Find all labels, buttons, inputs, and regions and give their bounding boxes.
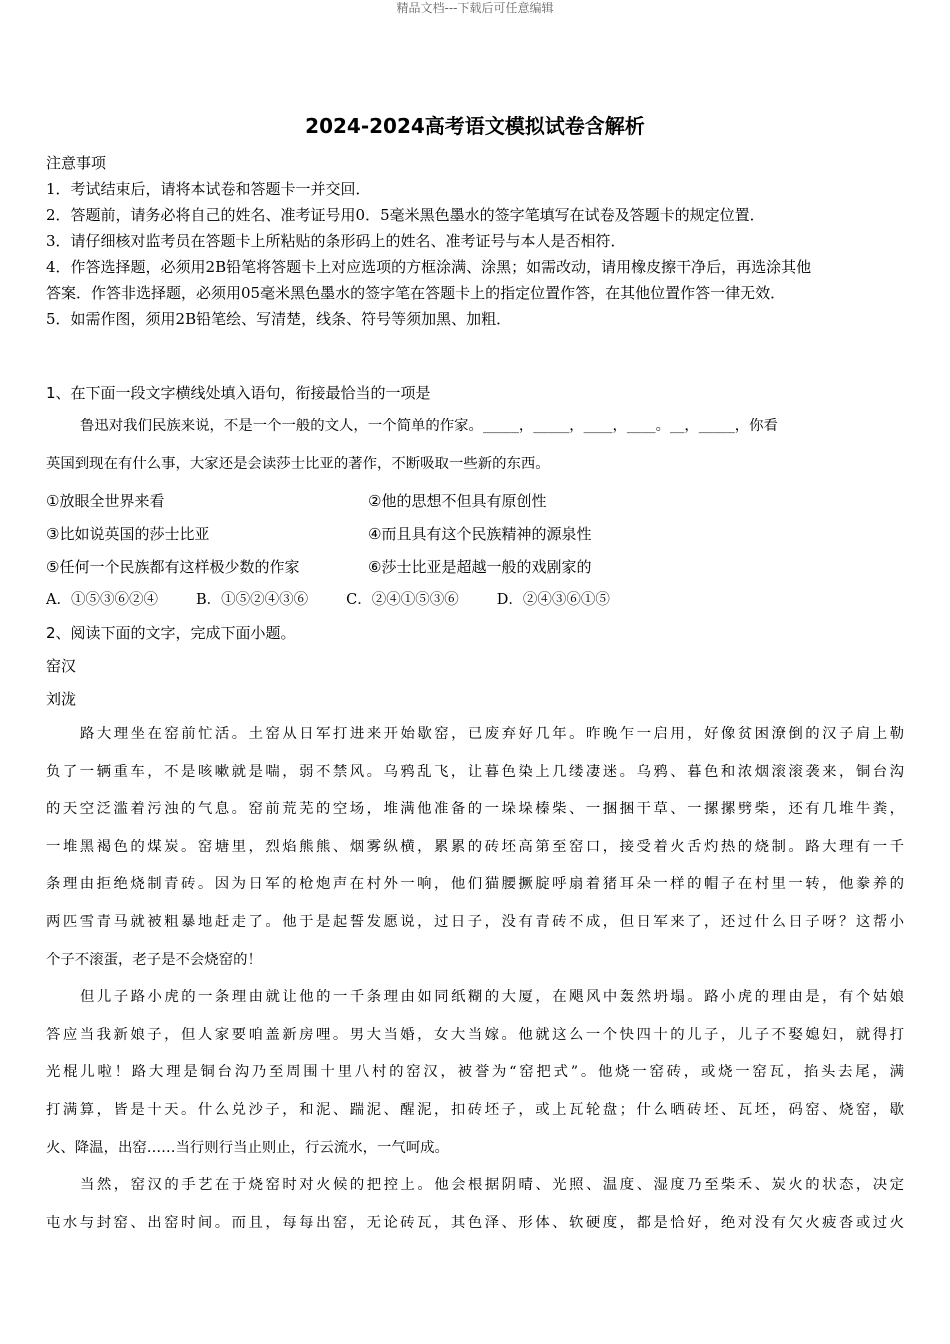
watermark: 精品文档---下载后可任意编辑 bbox=[396, 1, 554, 15]
option-row bbox=[46, 485, 904, 518]
notice-section bbox=[46, 150, 904, 332]
paragraph-line: 的天空泛滥着污浊的气息。窑前荒芜的空场，堆满他准备的一垛垛榛柴、一捆捆干草、一摞摞劈柴，还有几堆牛粪， bbox=[46, 801, 904, 818]
notice-line: 3．请仔细核对监考员在答题卡上所粘贴的条形码上的姓名、准考证号与本人是否相符． bbox=[46, 232, 626, 250]
answer-choice-d[interactable]: D．②④③⑥①⑤ bbox=[496, 592, 610, 608]
paragraph-line: 屯水与封窑、出窑时间。而且，每每出窑，无论砖瓦，其色泽、形体、软硬度，都是恰好，绝对没有欠火疲沓或过火 bbox=[46, 1214, 904, 1231]
notice-line: 答案．作答非选择题，必须用05毫米黑色墨水的签字笔在答题卡上的指定位置作答，在其他位置作答一律无效． bbox=[46, 284, 786, 302]
question-1 bbox=[46, 380, 904, 617]
option-item: ①放眼全世界来看 bbox=[46, 492, 165, 510]
paragraph-line: 答应当我新娘子，但人家要咱盖新房哩。男大当婚，女大当嫁。他就这么一个快四十的儿子，儿子不娶媳妇，就得打 bbox=[46, 1026, 904, 1043]
story-paragraph bbox=[46, 1167, 904, 1242]
paragraph-line: 个子不滚蛋，老子是不会烧窑的！ bbox=[46, 951, 262, 968]
paragraph-line: 打满算，皆是十天。什么兑沙子，和泥、踹泥、醒泥，扣砖坯子，或上瓦轮盘；什么晒砖坯、瓦坯，码窑、烧窑，歇 bbox=[46, 1101, 904, 1118]
paragraph-line: 路大理坐在窑前忙活。土窑从日军打进来开始歇窑，已废弃好几年。昨晚乍一启用，好像贫困潦倒的汉子肩上勒 bbox=[80, 726, 904, 742]
paragraph-line: 火、降温，出窑……当行则行当止则止，行云流水，一气呵成。 bbox=[46, 1139, 449, 1156]
option-item: ⑥莎士比亚是超越一般的戏剧家的 bbox=[368, 558, 592, 576]
answer-choice-b[interactable]: B．①⑤②④③⑥ bbox=[195, 592, 309, 608]
paragraph-line: 但儿子路小虎的一条理由就让他的一千条理由如同纸糊的大厦，在飓风中轰然坍塌。路小虎的理由是，有个姑娘 bbox=[80, 989, 904, 1006]
paragraph-line: 光棍儿啦！路大理是铜台沟乃至周围十里八村的窑汉，被誉为“窑把式”。他烧一窑砖，或烧一窑瓦，掐头去尾，满 bbox=[46, 1064, 904, 1081]
notice-line: 1．考试结束后，请将本试卷和答题卡一并交回． bbox=[46, 180, 371, 198]
option-item: ⑤任何一个民族都有这样极少数的作家 bbox=[46, 558, 300, 576]
paragraph-line: 条理由拒绝烧制青砖。因为日军的枪炮声在村外一响，他们猫腰撅腚呼扇着猪耳朵一样的帽子在村里一转，他豢养的 bbox=[46, 876, 904, 893]
option-row bbox=[46, 551, 904, 584]
question-1-title: 1、在下面一段文字横线处填入语句，衔接最恰当的一项是 bbox=[46, 384, 431, 402]
notice-line: 4．作答选择题，必须用2B铅笔将答题卡上对应选项的方框涂满、涂黑；如需改动，请用橡皮擦干净后，再选涂其他 bbox=[46, 258, 812, 276]
story-paragraph bbox=[46, 716, 904, 979]
answer-choices bbox=[46, 584, 904, 617]
option-item: ③比如说英国的莎士比亚 bbox=[46, 525, 210, 543]
paragraph-line: 两匹雪青马就被粗暴地赶走了。他于是起誓发愿说，过日子，没有青砖不成，但日军来了，还过什么日子呀？这帮小 bbox=[46, 913, 904, 930]
passage-line: 英国到现在有什么事，大家还是会读莎士比亚的著作，不断吸取一些新的东西。 bbox=[46, 455, 550, 472]
paragraph-line: 当然，窑汉的手艺在于烧窑时对火候的把控上。他会根据阴晴、光照、温度、湿度乃至柴禾、炭火的状态，决定 bbox=[80, 1177, 904, 1194]
paragraph-line: 负了一辆重车，不是咳嗽就是喘，弱不禁风。乌鸦乱飞，让暮色染上几缕凄迷。乌鸦、暮色和浓烟滚滚袭来，铜台沟 bbox=[46, 763, 904, 780]
question-1-passage bbox=[46, 408, 904, 483]
passage-line: 鲁迅对我们民族来说，不是一个一般的文人，一个简单的作家。_____，_____，____，____。__，_____，你看 bbox=[80, 418, 778, 434]
option-row bbox=[46, 518, 904, 551]
question-1-options bbox=[46, 485, 904, 584]
paragraph-line: 一堆黑褐色的煤炭。窑塘里，烈焰熊熊、烟雾纵横，累累的砖坯高第至窑口，接受着火舌灼热的烧制。路大理有一千 bbox=[46, 838, 904, 855]
answer-choice-c[interactable]: C．②④①⑤③⑥ bbox=[346, 592, 459, 608]
question-2-title: 2、阅读下面的文字，完成下面小题。 bbox=[46, 624, 296, 642]
notice-line: 5．如需作图，须用2B铅笔绘、写清楚，线条、符号等须加黑、加粗． bbox=[46, 310, 512, 328]
story-paragraph bbox=[46, 979, 904, 1167]
notice-line: 2．答题前，请务必将自己的姓名、准考证号用0．5毫米黑色墨水的签字笔填写在试卷及答题卡的规定位置． bbox=[46, 206, 765, 224]
story-title: 窑汉 bbox=[46, 657, 77, 675]
story-author: 刘泷 bbox=[46, 690, 77, 708]
answer-choice-a[interactable]: A．①⑤③⑥②④ bbox=[46, 592, 158, 608]
page-title: 2024-2024高考语文模拟试卷含解析 bbox=[305, 114, 645, 138]
option-item: ②他的思想不但具有原创性 bbox=[368, 492, 547, 510]
option-item: ④而且具有这个民族精神的源泉性 bbox=[368, 525, 592, 543]
document-body bbox=[46, 150, 904, 1242]
question-2 bbox=[46, 617, 904, 1242]
notice-heading: 注意事项 bbox=[46, 154, 107, 172]
